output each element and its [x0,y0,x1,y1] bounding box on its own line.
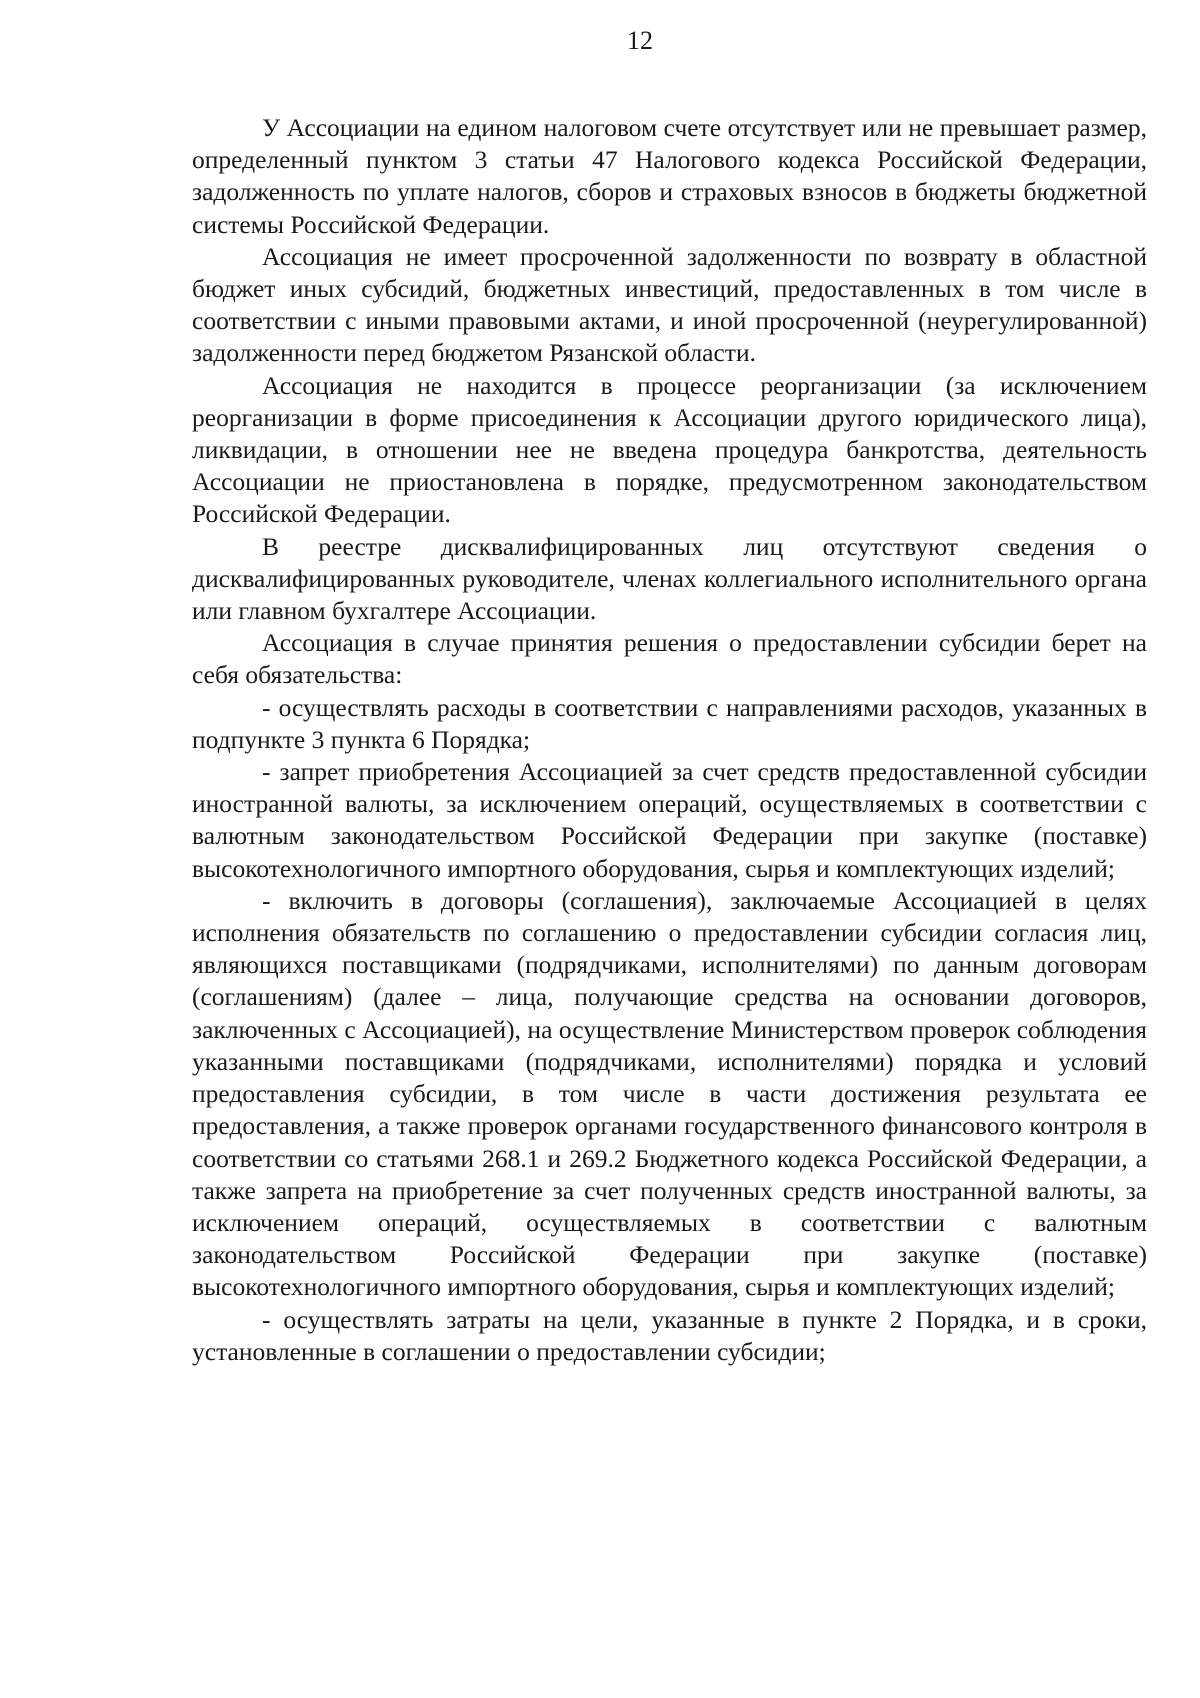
list-item-contract-consent: - включить в договоры (соглашения), заключаемые Ассоциацией в целях исполнения обязательств по соглашению о предоставлении субсидии согласия лиц, являющихся поставщиками (подрядчиками, исполнителями) по данным договорам (соглашениям) (далее – лица, получающие средства на основании договоров, заключенных с Ассоциацией), на осуществление Министерством проверок соблюдения указанными поставщиками (подрядчиками, исполнителями) порядка и условий предоставления субсидии, в том числе в части достижения результата ее предоставления, а также проверок органами государственного финансового контроля в соответствии со статьями 268.1 и 269.2 Бюджетного кодекса Российской Федерации, а также запрета на приобретение за счет полученных средств иностранной валюты, за исключением операций, осуществляемых в соответствии с валютным законодательством Российской Федерации при закупке (поставке) высокотехнологичного импортного оборудования, сырья и комплектующих изделий; [192,885,1147,1302]
paragraph-overdue-debt: Ассоциация не имеет просроченной задолженности по возврату в областной бюджет иных субсидий, бюджетных инвестиций, предоставленных в том числе в соответствии с иными правовыми актами, и иной просроченной (неурегулированной) задолженности перед бюджетом Рязанской области. [192,241,1147,368]
page-number: 12 [627,26,653,55]
document-body [192,112,1147,1368]
paragraph-obligations-intro: Ассоциация в случае принятия решения о предоставлении субсидии берет на себя обязательства: [192,628,1147,690]
list-item-purpose-costs: - осуществлять затраты на цели, указанные в пункте 2 Порядка, и в сроки, установленные в соглашении о предоставлении субсидии; [192,1304,1147,1366]
list-item-currency-ban: - запрет приобретения Ассоциацией за счет средств предоставленной субсидии иностранной валюты, за исключением операций, осуществляемых в соответствии с валютным законодательством Российской Федерации при закупке (поставке) высокотехнологичного импортного оборудования, сырья и комплектующих изделий; [192,757,1147,883]
paragraph-tax-debt: У Ассоциации на едином налоговом счете отсутствует или не превышает размер, определенный пунктом 3 статьи 47 Налогового кодекса Российской Федерации, задолженность по уплате налогов, сборов и страховых взносов в бюджеты бюджетной системы Российской Федерации. [192,113,1147,239]
paragraph-disqualified-registry: В реестре дисквалифицированных лиц отсутствуют сведения о дисквалифицированных руководителе, членах коллегиального исполнительного органа или главном бухгалтере Ассоциации. [192,531,1147,626]
paragraph-reorganization: Ассоциация не находится в процессе реорганизации (за исключением реорганизации в форме присоединения к Ассоциации другого юридического лица), ликвидации, в отношении нее не введена процедура банкротства, деятельность Ассоциации не приостановлена в порядке, предусмотренном законодательством Российской Федерации. [192,370,1147,529]
list-item-expenses: - осуществлять расходы в соответствии с направлениями расходов, указанных в подпункте 3 пункта 6 Порядка; [192,692,1147,754]
